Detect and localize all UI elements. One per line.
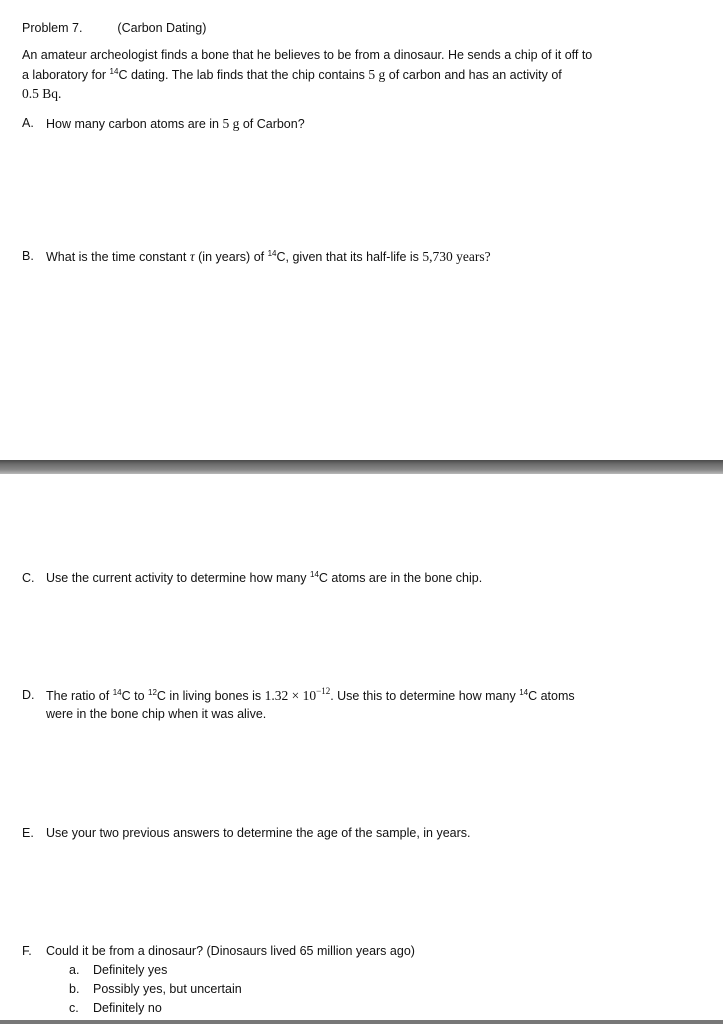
question-c-text bbox=[46, 571, 482, 585]
question-a-label: A. bbox=[22, 116, 34, 130]
question-text: C in living bones is bbox=[156, 689, 265, 703]
option-b-letter: b. bbox=[69, 982, 80, 996]
question-text: of Carbon? bbox=[239, 117, 305, 131]
problem-topic: (Carbon Dating) bbox=[117, 21, 207, 35]
intro-text: C dating. The lab finds that the chip contains bbox=[118, 68, 369, 82]
question-f-text: Could it be from a dinosaur? (Dinosaurs lived 65 million years ago) bbox=[46, 944, 415, 958]
question-f-label: F. bbox=[22, 944, 32, 958]
activity-value: 0.5 Bq. bbox=[22, 86, 62, 101]
question-text: C atoms bbox=[528, 689, 575, 703]
page-bottom-edge bbox=[0, 1020, 723, 1024]
page-bottom bbox=[0, 474, 723, 1024]
question-a bbox=[22, 116, 34, 130]
question-d-text bbox=[46, 688, 575, 704]
question-text: The ratio of bbox=[46, 689, 113, 703]
isotope-superscript: 14 bbox=[310, 570, 319, 579]
option-b-text: Possibly yes, but uncertain bbox=[93, 982, 242, 996]
question-e-text: Use your two previous answers to determine the age of the sample, in years. bbox=[46, 826, 471, 840]
question-b-label: B. bbox=[22, 249, 34, 263]
problem-number: Problem 7. bbox=[22, 21, 83, 35]
question-b-text bbox=[46, 249, 491, 265]
page-top bbox=[0, 0, 723, 460]
intro-text: a laboratory for bbox=[22, 68, 110, 82]
question-text: C atoms are in the bone chip. bbox=[318, 571, 483, 585]
option-a-letter: a. bbox=[69, 963, 80, 977]
mass-value: 5 g bbox=[368, 67, 386, 82]
mass-value: 5 g bbox=[222, 116, 240, 131]
question-text: How many carbon atoms are in bbox=[46, 117, 223, 131]
question-d-label: D. bbox=[22, 688, 35, 702]
intro-line-1: An amateur archeologist finds a bone that he believes to be from a dinosaur. He sends a chip of it off to bbox=[22, 48, 593, 62]
question-b bbox=[22, 249, 34, 263]
option-c-text: Definitely no bbox=[93, 1001, 162, 1015]
isotope-superscript: 14 bbox=[519, 688, 529, 697]
question-d-text-line2: were in the bone chip when it was alive. bbox=[46, 707, 267, 721]
isotope-superscript: 14 bbox=[109, 67, 119, 76]
option-a-text: Definitely yes bbox=[93, 963, 168, 977]
option-c-letter: c. bbox=[69, 1001, 79, 1015]
question-a-text bbox=[46, 116, 305, 132]
question-text: Use the current activity to determine how many bbox=[46, 571, 311, 585]
problem-header bbox=[22, 21, 206, 35]
intro-text: of carbon and has an activity of bbox=[385, 68, 562, 82]
question-text: C, given that its half-life is bbox=[276, 250, 423, 264]
question-c-label: C. bbox=[22, 571, 35, 585]
ratio-exponent: −12 bbox=[316, 686, 331, 696]
question-text: What is the time constant bbox=[46, 250, 190, 264]
page-divider bbox=[0, 460, 723, 474]
isotope-superscript: 14 bbox=[112, 688, 122, 697]
intro-line-2 bbox=[22, 67, 562, 83]
half-life-value: 5,730 years? bbox=[422, 249, 491, 264]
isotope-superscript: 12 bbox=[148, 688, 157, 697]
ratio-value: 1.32 × 10 bbox=[264, 688, 317, 703]
isotope-superscript: 14 bbox=[267, 249, 277, 258]
question-text: (in years) of bbox=[194, 250, 268, 264]
question-text: . Use this to determine how many bbox=[330, 689, 520, 703]
question-e-label: E. bbox=[22, 826, 34, 840]
question-text: C to bbox=[121, 689, 149, 703]
tau-symbol: τ bbox=[189, 249, 195, 264]
